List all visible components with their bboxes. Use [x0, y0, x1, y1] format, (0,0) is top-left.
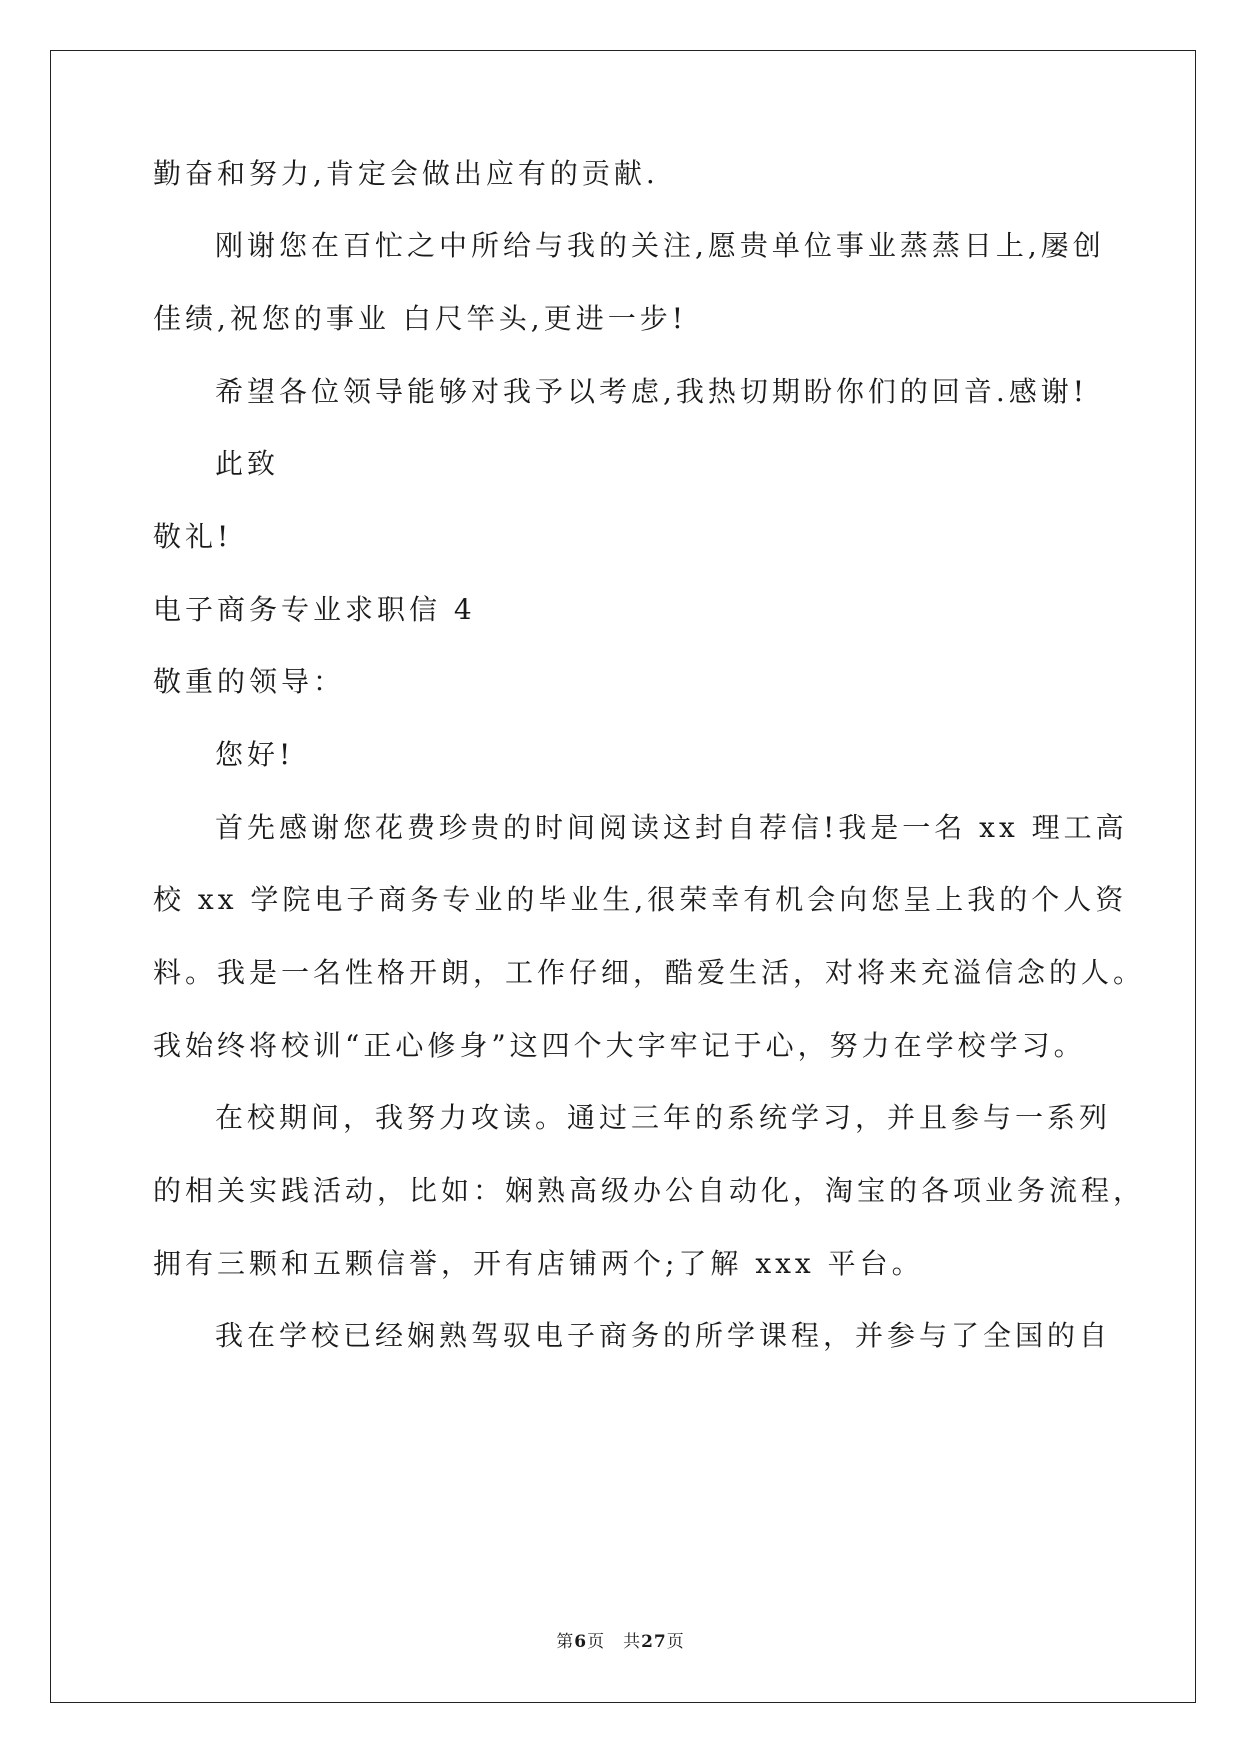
text-line: 拥有三颗和五颗信誉，开有店铺两个;了解 xxx 平台。 — [153, 1247, 924, 1280]
total-unit: 页 — [666, 1632, 685, 1652]
text-line: 的相关实践活动，比如：娴熟高级办公自动化，淘宝的各项业务流程， — [153, 1174, 1146, 1207]
text-line: 佳绩,祝您的事业 白尺竿头,更进一步! — [153, 302, 687, 335]
page-prefix: 第 — [556, 1632, 575, 1652]
greeting-line: 您好! — [215, 738, 295, 771]
page-border — [50, 50, 1196, 1703]
total-prefix: 共 — [623, 1632, 642, 1652]
page-footer — [0, 1631, 1241, 1653]
text-line: 校 xx 学院电子商务专业的毕业生,很荣幸有机会向您呈上我的个人资 — [153, 883, 1128, 916]
page-current: 6 — [574, 1632, 588, 1652]
section-title: 电子商务专业求职信 4 — [153, 593, 476, 626]
text-line: 刚谢您在百忙之中所给与我的关注,愿贵单位事业蒸蒸日上,屡创 — [215, 229, 1105, 262]
salutation-line: 此致 — [215, 447, 280, 480]
page-total: 27 — [641, 1632, 667, 1652]
greeting-line: 敬重的领导： — [153, 665, 346, 698]
text-line: 我在学校已经娴熟驾驭电子商务的所学课程，并参与了全国的自 — [215, 1319, 1112, 1352]
text-line: 在校期间，我努力攻读。通过三年的系统学习，并且参与一系列 — [215, 1101, 1112, 1134]
text-line: 希望各位领导能够对我予以考虑,我热切期盼你们的回音.感谢! — [215, 375, 1089, 408]
text-line: 勤奋和努力,肯定会做出应有的贡献. — [153, 157, 659, 190]
page-unit: 页 — [587, 1632, 606, 1652]
text-line: 料。我是一名性格开朗，工作仔细，酷爱生活，对将来充溢信念的人。 — [153, 956, 1146, 989]
text-line: 我始终将校训“正心修身”这四个大字牢记于心，努力在学校学习。 — [153, 1029, 1086, 1062]
text-line: 首先感谢您花费珍贵的时间阅读这封自荐信!我是一名 xx 理工高 — [215, 811, 1128, 844]
closing-line: 敬礼! — [153, 520, 233, 553]
